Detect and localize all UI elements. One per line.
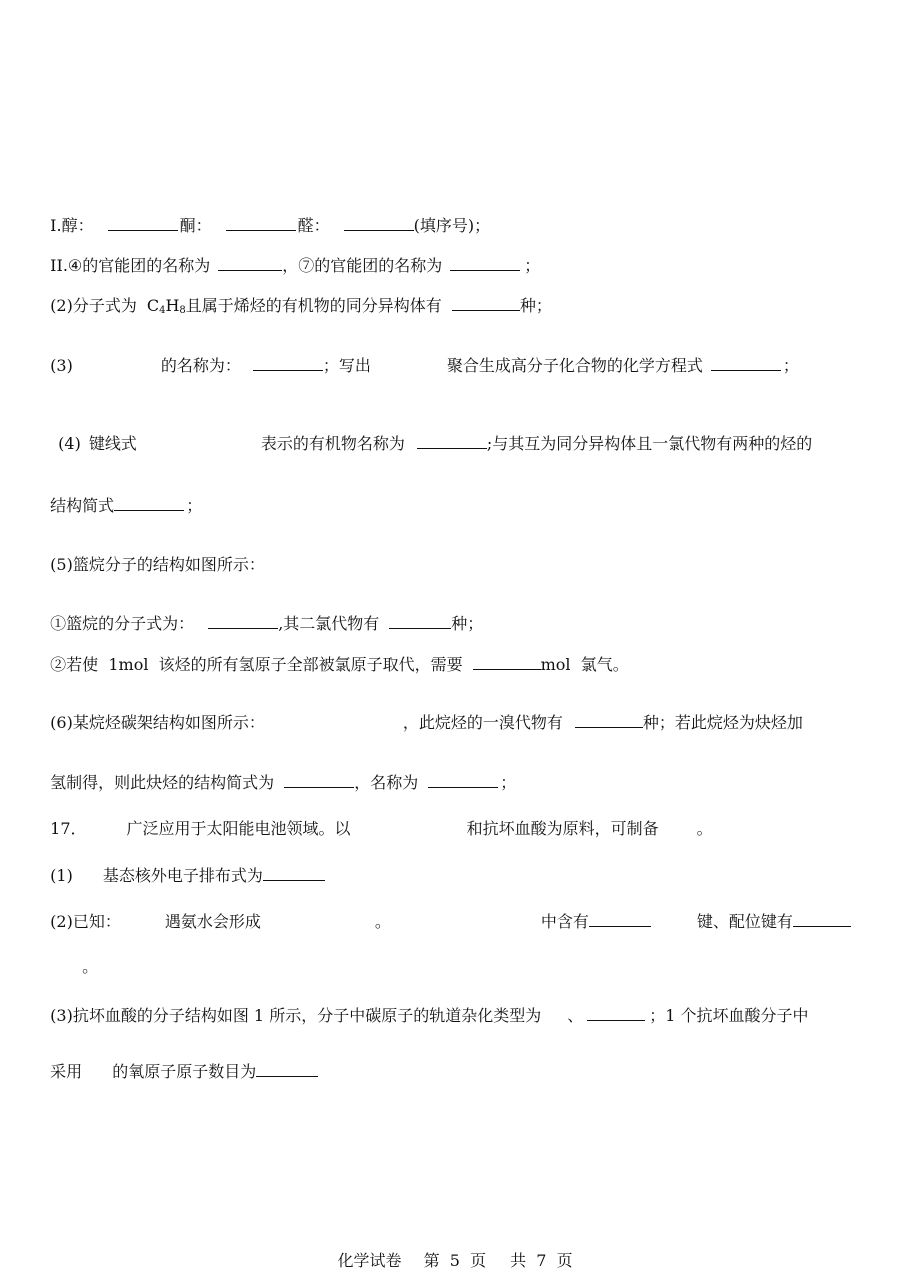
q16-p5-q1 (40, 593, 483, 634)
q17-p3-line2 (40, 1041, 318, 1082)
blank-isomer-count[interactable] (452, 295, 520, 311)
blank-struct-4[interactable] (114, 495, 184, 511)
blank-chlorine-mol[interactable] (473, 654, 541, 670)
q16-p5-q2end: mol 氯气。 (540, 655, 629, 674)
q16-p3-poly: 聚合生成高分子化合物的化学方程式 (446, 356, 703, 375)
q16-ii-mid: ，⑦的官能团的名称为 (282, 256, 443, 275)
q16-p3-name: 的名称为： (160, 356, 241, 375)
blank-alkyne-name[interactable] (428, 772, 498, 788)
q16-p2-line (40, 275, 552, 321)
q16-p5-q2-text: ②若使 1mol 该烃的所有氢原子全部被氯原子取代，需要 (50, 655, 463, 674)
q16-i-ketone: 酮： (179, 216, 212, 235)
blank-alkyne-struct[interactable] (284, 772, 354, 788)
q17-p3-line2a: 采用 (50, 1062, 83, 1081)
q16-p6-mid2: 种；若此烷烃为炔烃加 (642, 713, 803, 732)
q17-p3-line1 (40, 985, 809, 1026)
blank-aldehyde[interactable] (344, 215, 414, 231)
q16-p3-end: ； (782, 356, 799, 375)
q17-p2-end: 。 (82, 957, 99, 976)
blank-alcohol[interactable] (108, 215, 178, 231)
q17-num: 17． (50, 819, 87, 838)
footer-subject: 化学试卷 (337, 1251, 402, 1270)
q16-p4-rep: 表示的有机物名称为 (260, 434, 405, 453)
blank-name-4[interactable] (417, 433, 487, 449)
q17-p2-bond: 键、配位键有 (696, 912, 793, 931)
q17-p2-line1 (40, 891, 851, 932)
footer-page: 第 5 页 (423, 1251, 487, 1270)
q16-i-label: I.醇： (50, 216, 94, 235)
q17-intro2: 和抗坏血酸为原料，可制备 (466, 819, 659, 838)
q17-intro1: 广泛应用于太阳能电池领域。以 (126, 819, 351, 838)
blank-oxygen-count[interactable] (256, 1061, 318, 1077)
q17-p1 (40, 845, 325, 886)
blank-electron-config[interactable] (263, 865, 325, 881)
q17-intro (40, 799, 713, 839)
q16-p6-line2-text: 氢制得，则此炔烃的结构简式为 (50, 773, 275, 792)
q16-p6-name: ，名称为 (354, 773, 419, 792)
q16-p5-intro: (5)篮烷分子的结构如图所示： (50, 555, 265, 574)
footer-total: 共 7 页 (510, 1251, 573, 1270)
blank-group-7[interactable] (450, 255, 520, 271)
blank-coordinate-bonds[interactable] (793, 911, 851, 927)
q16-p4-end: ； (186, 496, 203, 515)
q16-p6-line2 (40, 752, 516, 793)
q16-p6-end: ； (500, 773, 517, 792)
q16-p3-line (40, 335, 799, 376)
blank-equation[interactable] (711, 355, 781, 371)
q17-p2-contains: 中含有 (540, 912, 589, 931)
blank-ketone[interactable] (226, 215, 296, 231)
blank-group-4[interactable] (218, 255, 282, 271)
q17-p2-line2 (72, 937, 98, 977)
q16-p5-q1end: 种； (451, 614, 484, 633)
blank-formula-5[interactable] (208, 613, 278, 629)
q17-p2-text: 遇氨水会形成 (164, 912, 261, 931)
q16-p3-num: (3) (50, 356, 73, 375)
q16-p4-num: (4) (58, 434, 81, 453)
q16-p4-iso: ;与其互为同分异构体且一氯代物有两种的烃的 (486, 434, 813, 453)
q16-p6-intro: (6)某烷烃碳架结构如图所示： (50, 713, 257, 732)
q16-p4-line1 (48, 413, 812, 454)
q17-p3-line1: (3)抗坏血酸的分子结构如图 1 所示，分子中碳原子的轨道杂化类型为 (50, 1006, 542, 1025)
q16-p4-struct: 结构简式 (50, 496, 115, 515)
q16-p6-line1 (40, 692, 803, 733)
q16-i-suffix: (填序号)； (413, 216, 491, 235)
q16-ii-line (40, 235, 540, 276)
q16-p4-line2 (40, 475, 202, 516)
q16-p2-end: 种； (519, 296, 552, 315)
q17-p1-num: (1) (50, 866, 73, 885)
blank-dichloro-count[interactable] (389, 613, 451, 629)
blank-name-3[interactable] (253, 355, 323, 371)
q16-ii-label: II.④的官能团的名称为 (50, 256, 211, 275)
q16-p2-prefix: (2)分子式为 (50, 296, 137, 315)
q16-p5-q1b: ,其二氯代物有 (278, 614, 380, 633)
blank-monobromo-count[interactable] (575, 712, 643, 728)
q17-p3-sep: 、 (567, 1006, 584, 1025)
q16-p3-write: ；写出 (322, 356, 371, 375)
q16-i-aldehyde: 醛： (297, 216, 330, 235)
q16-p6-mid: ，此烷烃的一溴代物有 (402, 713, 563, 732)
q17-p3-line2b: 的氧原子原子数目为 (112, 1062, 257, 1081)
q16-p5-q1-text: ①篮烷的分子式为： (50, 614, 195, 633)
q17-p3-line1b: ；1 个抗坏血酸分子中 (649, 1006, 809, 1025)
q16-ii-end: ； (524, 256, 541, 275)
blank-hybridization[interactable] (587, 1005, 645, 1021)
formula-c4h8: $C_4H_8$ (146, 296, 186, 316)
q16-p2-rest: 且属于烯烃的有机物的同分异构体有 (185, 296, 442, 315)
blank-sigma-bonds[interactable] (589, 911, 651, 927)
q17-p2-prefix: (2)已知： (50, 912, 121, 931)
q16-p4-line: 键线式 (88, 434, 137, 453)
page-footer (0, 1229, 900, 1271)
q16-p5-q2 (40, 634, 629, 675)
q17-intro3: 。 (696, 819, 713, 838)
q17-p1-text: 基态核外电子排布式为 (102, 866, 263, 885)
q17-p2-dot: 。 (374, 912, 391, 931)
q16-i-line (40, 195, 490, 236)
